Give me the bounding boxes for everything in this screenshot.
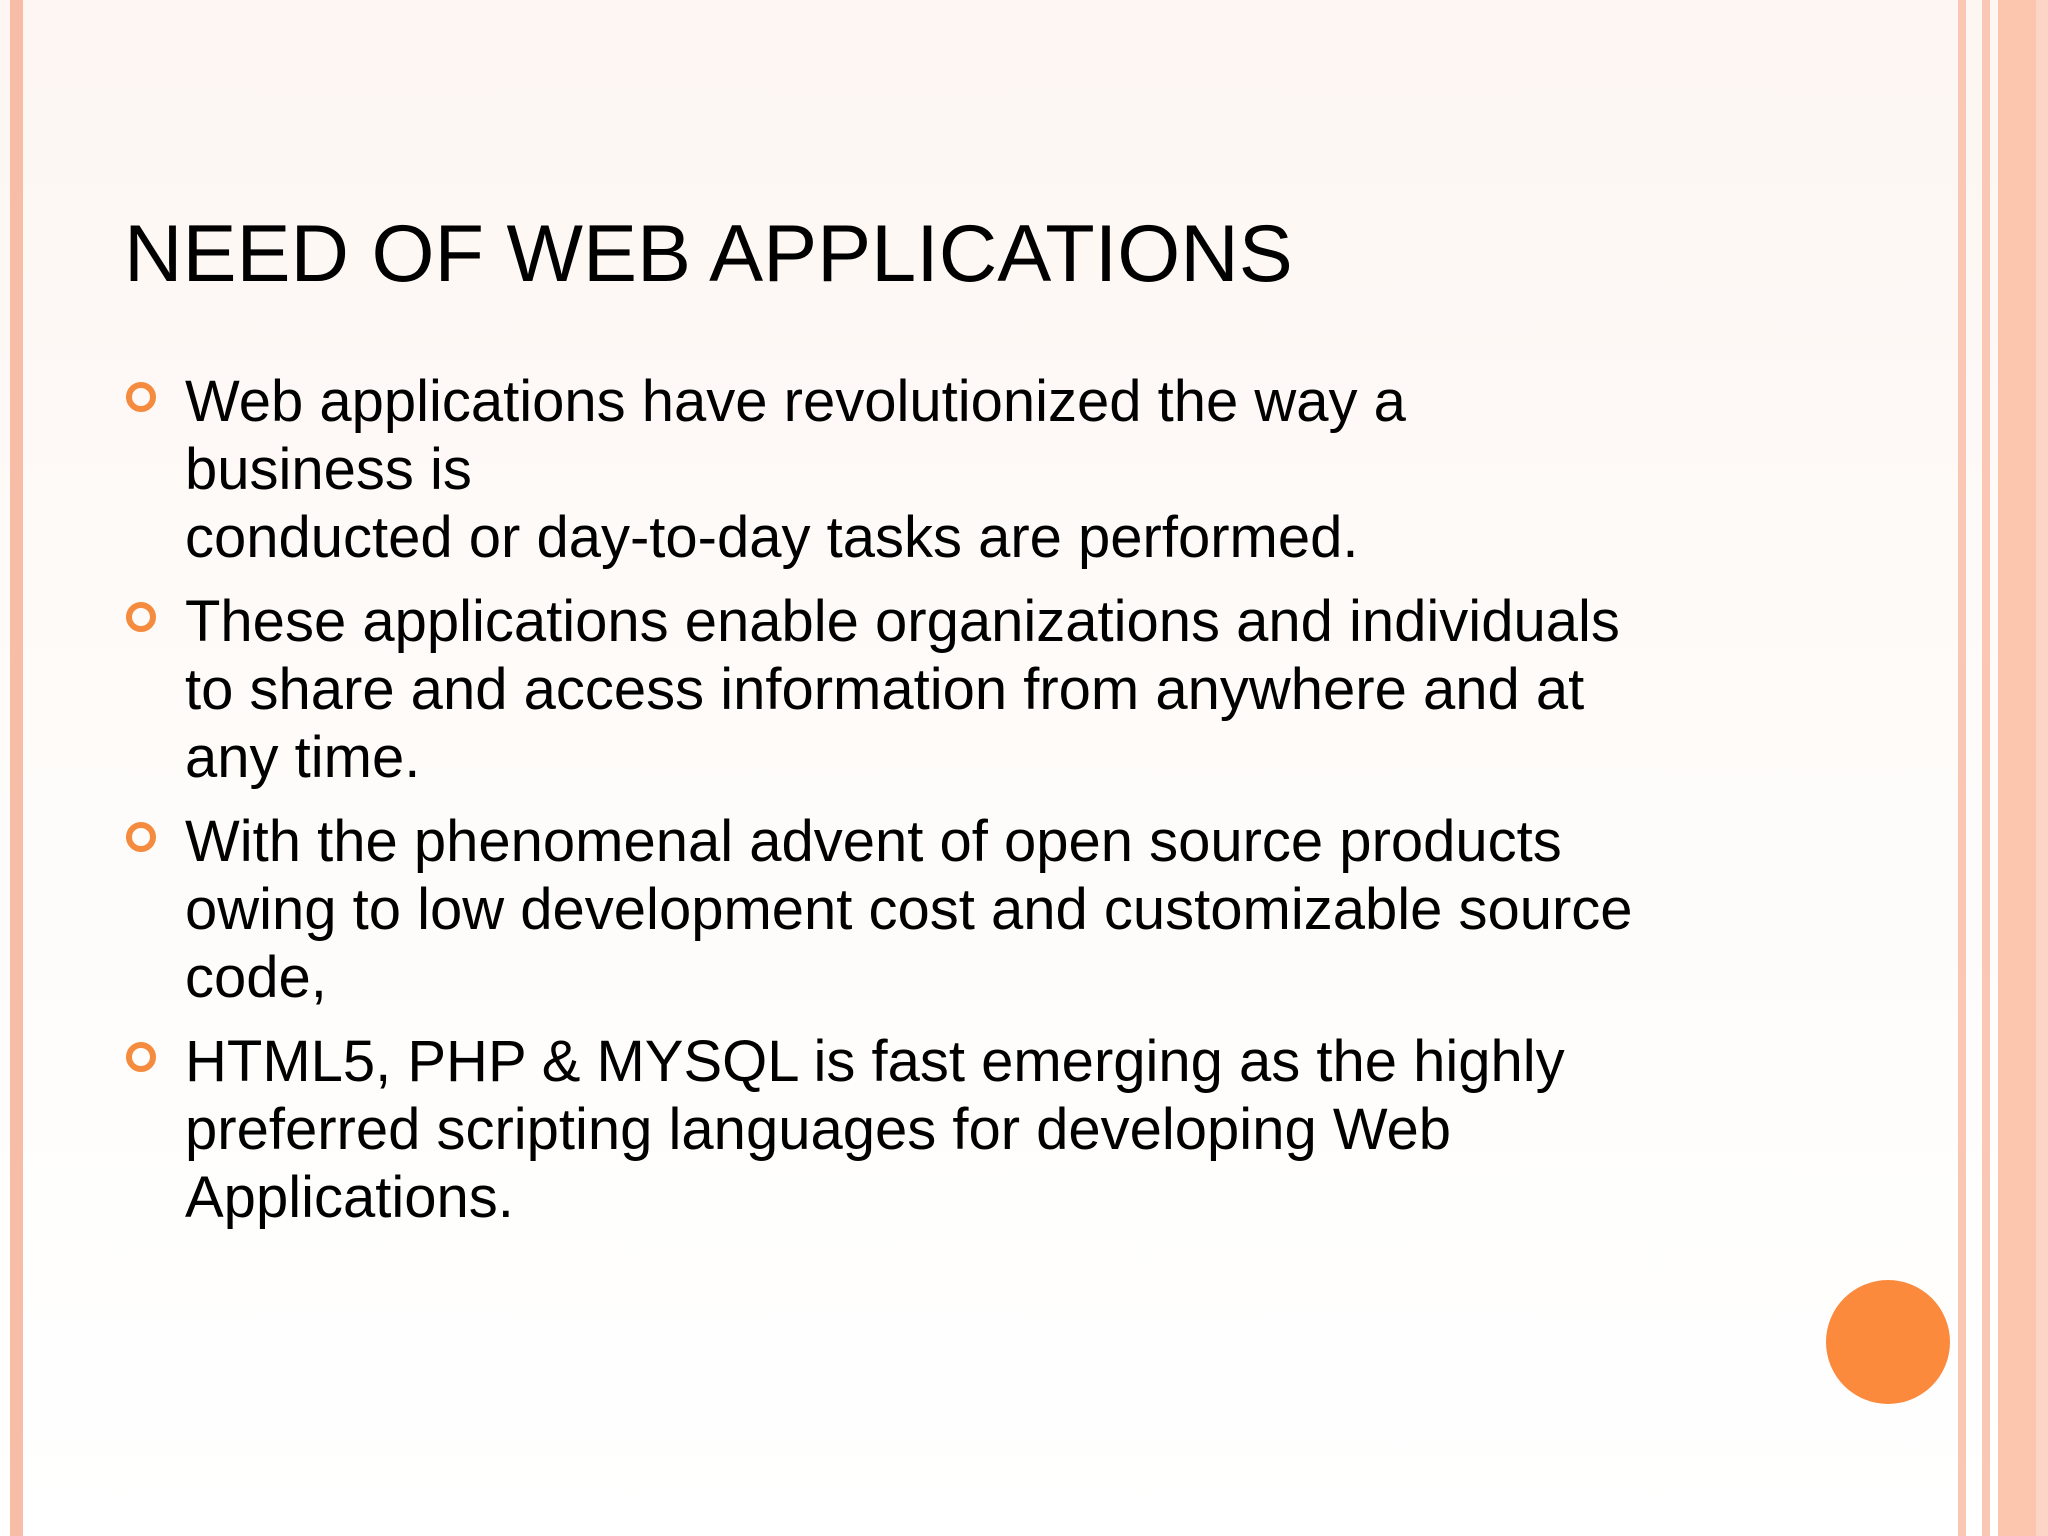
bullet-item bbox=[124, 368, 1764, 572]
bullet-text-line: With the phenomenal advent of open source products bbox=[185, 809, 1562, 874]
right-border-stripe bbox=[1958, 0, 1966, 1536]
right-border-stripe bbox=[1982, 0, 1990, 1536]
bullet-text-line: code, bbox=[185, 945, 327, 1010]
hollow-circle-bullet-icon bbox=[126, 382, 156, 412]
bullet-item bbox=[124, 808, 1764, 1012]
orange-circle-decoration bbox=[1826, 1280, 1950, 1404]
left-border-stripe bbox=[10, 0, 23, 1536]
bullet-text-line: to share and access information from anywhere and at bbox=[185, 657, 1585, 722]
hollow-circle-bullet-icon bbox=[126, 822, 156, 852]
bullet-text-line: owing to low development cost and customizable source bbox=[185, 877, 1633, 942]
hollow-circle-bullet-icon bbox=[126, 1042, 156, 1072]
bullet-text-line: conducted or day-to-day tasks are performed. bbox=[185, 505, 1359, 570]
slide-title: NEED OF WEB APPLICATIONS bbox=[124, 209, 1293, 299]
bullet-item bbox=[124, 588, 1764, 792]
bullet-text-line: preferred scripting languages for developing Web bbox=[185, 1097, 1452, 1162]
bullet-list bbox=[124, 368, 1764, 1248]
bullet-text-line: Applications. bbox=[185, 1165, 514, 1230]
bullet-text-line: any time. bbox=[185, 725, 421, 790]
bullet-text-line: business is bbox=[185, 437, 472, 502]
bullet-text-line: Web applications have revolutionized the way a bbox=[185, 369, 1406, 434]
bullet-item bbox=[124, 1028, 1764, 1232]
bullet-text-line: These applications enable organizations and individuals bbox=[185, 589, 1620, 654]
right-border-stripe bbox=[1998, 0, 2036, 1536]
bullet-text-line: HTML5, PHP & MYSQL is fast emerging as the highly bbox=[185, 1029, 1565, 1094]
hollow-circle-bullet-icon bbox=[126, 602, 156, 632]
right-border-stripe bbox=[2036, 0, 2048, 1536]
